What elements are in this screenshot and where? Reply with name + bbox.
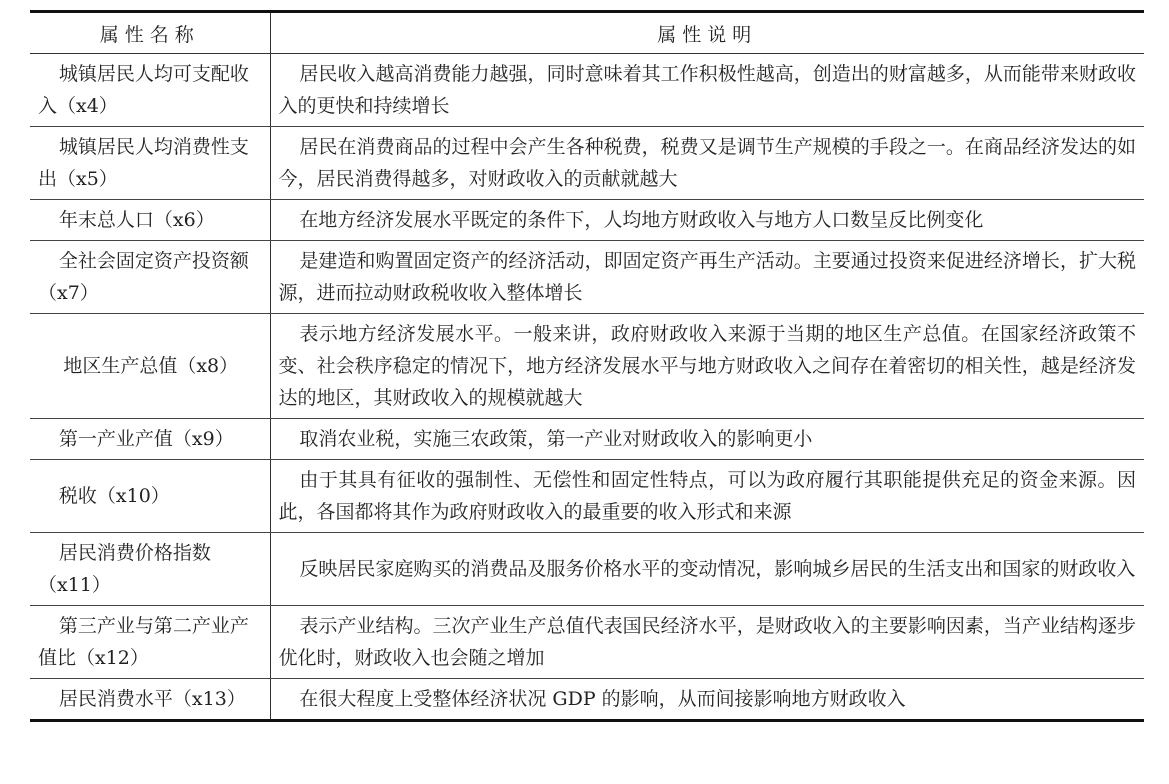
table-row — [30, 419, 1144, 460]
attribute-description: 居民收入越高消费能力越强，同时意味着其工作积极性越高，创造出的财富越多，从而能带来财政收入的更快和持续增长 — [270, 54, 1144, 127]
attribute-description: 是建造和购置固定资产的经济活动，即固定资产再生产活动。主要通过投资来促进经济增长，扩大税源，进而拉动财政税收收入整体增长 — [270, 241, 1144, 314]
attribute-name: 税收（x10） — [30, 460, 270, 533]
attribute-name: 年末总人口（x6） — [30, 200, 270, 241]
attribute-name: 居民消费价格指数（x11） — [30, 533, 270, 606]
attribute-description: 表示地方经济发展水平。一般来讲，政府财政收入来源于当期的地区生产总值。在国家经济政策不变、社会秩序稳定的情况下，地方经济发展水平与地方财政收入之间存在着密切的相关性，越是经济发达的地区，其财政收入的规模就越大 — [270, 314, 1144, 419]
table-row — [30, 241, 1144, 314]
attribute-name: 第三产业与第二产业产值比（x12） — [30, 606, 270, 679]
table-row — [30, 314, 1144, 419]
attribute-description: 由于其具有征收的强制性、无偿性和固定性特点，可以为政府履行其职能提供充足的资金来源。因此，各国都将其作为政府财政收入的最重要的收入形式和来源 — [270, 460, 1144, 533]
table-row — [30, 127, 1144, 200]
table-row — [30, 606, 1144, 679]
column-header-name: 属性名称 — [30, 12, 270, 54]
table-row — [30, 200, 1144, 241]
table-row — [30, 679, 1144, 721]
attribute-name: 城镇居民人均消费性支出（x5） — [30, 127, 270, 200]
attribute-name: 第一产业产值（x9） — [30, 419, 270, 460]
attribute-description: 在地方经济发展水平既定的条件下，人均地方财政收入与地方人口数呈反比例变化 — [270, 200, 1144, 241]
table-row — [30, 54, 1144, 127]
column-header-desc: 属性说明 — [270, 12, 1144, 54]
table-header-row — [30, 12, 1144, 54]
attribute-description: 取消农业税，实施三农政策，第一产业对财政收入的影响更小 — [270, 419, 1144, 460]
attribute-name: 居民消费水平（x13） — [30, 679, 270, 721]
attribute-description: 在很大程度上受整体经济状况 GDP 的影响，从而间接影响地方财政收入 — [299, 688, 906, 710]
attribute-name: 城镇居民人均可支配收入（x4） — [30, 54, 270, 127]
attribute-name: 全社会固定资产投资额（x7） — [30, 241, 270, 314]
attribute-description: 表示产业结构。三次产业生产总值代表国民经济水平，是财政收入的主要影响因素，当产业结构逐步优化时，财政收入也会随之增加 — [270, 606, 1144, 679]
attribute-table — [30, 10, 1144, 722]
attribute-description: 居民在消费商品的过程中会产生各种税费，税费又是调节生产规模的手段之一。在商品经济发达的如今，居民消费得越多，对财政收入的贡献就越大 — [270, 127, 1144, 200]
attribute-description: 反映居民家庭购买的消费品及服务价格水平的变动情况，影响城乡居民的生活支出和国家的财政收入 — [270, 533, 1144, 606]
attribute-name: 地区生产总值（x8） — [30, 314, 270, 419]
table-row — [30, 533, 1144, 606]
attribute-table-container — [30, 10, 1144, 722]
table-row — [30, 460, 1144, 533]
